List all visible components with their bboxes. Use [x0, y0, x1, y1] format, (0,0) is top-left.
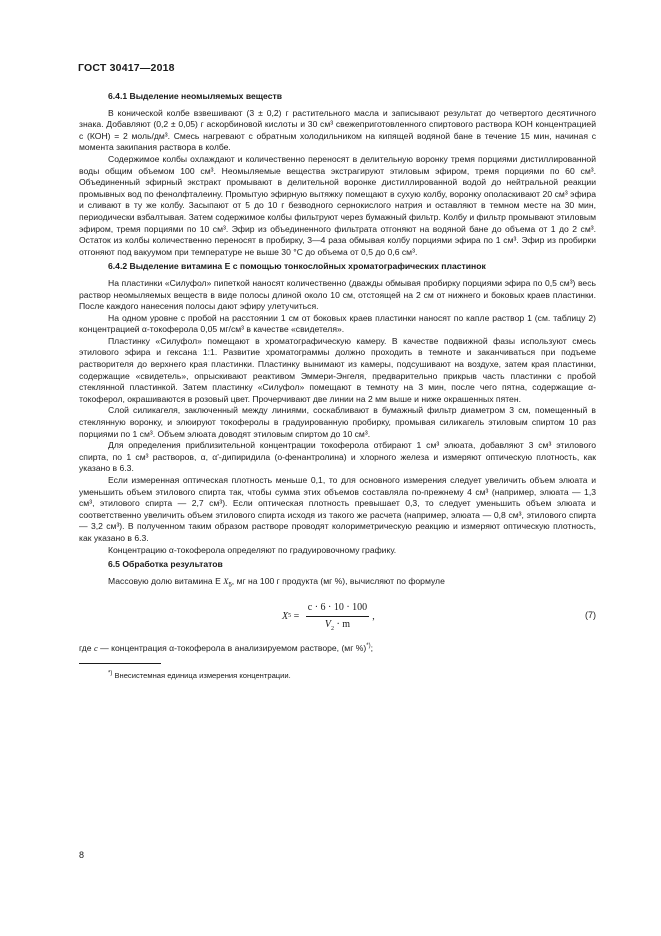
paragraph: Содержимое колбы охлаждают и количественно переносят в делительную воронку тремя порциями дистиллированной воды общим объемом 100 см³. Неомыляемые вещества экстрагируют этиловым эфиром, тремя порциями по 60 см³. Объединенный эфирный экстракт промывают в делительной воронке дистиллированной водой до нейтральной реакции промывных вод по фенолфталеину. Промытую эфирную вытяжку помещают в сухую колбу, воронку ополаскивают 20 см³ эфира и сливают в ту же колбу. Засыпают от 5 до 10 г безводного сернокислого натрия и оставляют в темном месте на 30 мин, периодически взбалтывая. Затем содержимое колбы фильтруют через бумажный фильтр. Колбу и фильтр промывают этиловым эфиром, тремя порциями по 10 см³. Эфир из объединенного фильтрата отгоняют на водяной бане до объема от 1 до 2 см³. Остаток из колбы количественно переносят в пробирку, 3—4 раза обмывая колбу порциями эфира по 1 см³. Эфир из пробирки отгоняют под вакуумом при температуре не выше 30 °С до объема от 0,5 до 0,6 см³. — [79, 153, 596, 257]
paragraph: На пластинки «Силуфол» пипеткой наносят количественно (дважды обмывая пробирку порциями эфира по 0,5 см³) весь раствор неомыляемых веществ в виде полосы длиной около 10 см, отстоящей на 2 см от нижнего и боковых краев пластинки. После каждого нанесения полосы дают эфиру улетучиться. — [79, 277, 596, 312]
paragraph: В конической колбе взвешивают (3 ± 0,2) г растительного масла и записывают результат до четвертого десятичного знака. Добавляют (0,2 ± 0,05) г аскорбиновой кислоты и 30 см³ свежеприготовленного спиртового раствора КОН концентрацией c (КОН) = 2 моль/дм³. Смесь нагревают с обратным холодильником на кипящей водяной бане в течение 15 мин, начиная с момента закипания раствора в колбе. — [79, 107, 596, 153]
section-6-4-2-heading: 6.4.2 Выделение витамина Е с помощью тонкослойных хроматографических пластинок — [108, 261, 486, 272]
paragraph: Для определения приблизительной концентрации токоферола отбирают 1 см³ элюата, добавляют 3 см³ этилового спирта, по 1 см³ растворов, α, α'-дипиридила (о-фенантролина) и хлорного железа и измеряют оптическую плотность, как указано в 6.3. — [79, 440, 596, 474]
section-6-5-heading: 6.5 Обработка результатов — [108, 559, 223, 570]
formula-denominator: $V_2 \cdot m$ — [324, 618, 351, 632]
paragraph: Если измеренная оптическая плотность меньше 0,1, то для основного измерения следует увеличить объем элюата и уменьшить объем этилового спирта так, чтобы сумма этих объемов составляла по-прежнему 4 см³ (например, элюата — 1,3 см³, этилового спирта — 2,7 см³). Если оптическая плотность превышает 0,3, то следует уменьшить объем элюата и соответственно увеличить объем этилового спирта исходя из такого же расчета (например, элюата — 0,8 см³, этилового спирта — 3,2 см³). В полученном таким образом растворе проводят колориметрическую реакцию и измеряют оптическую плотность, как указано в 6.3. — [79, 475, 596, 543]
formula-number: (7) — [585, 610, 596, 621]
paragraph: Пластинку «Силуфол» помещают в хроматографическую камеру. В качестве подвижной фазы используют смесь этилового эфира и гексана 1:1. Развитие хроматограммы должно проходить в темноте и заканчиваться при подъеме растворителя до верхнего края пластинки. Пластинку вынимают из камеры, подсушивают на воздухе, затем края пластинки, содержащие «свидетель», опрыскивают реактивом Эммери-Энгеля, предварительно прикрыв часть пластинки с пробой стеклянной пластинкой. Затем пластинку «Силуфол» помещают в темноту на 3 мин, после чего пятна, содержащие α-токоферол, окрашиваются в розовый цвет. Прочерчивают две линии на 2 мм выше и ниже окрашенных пятен. — [79, 335, 596, 404]
paragraph: На одном уровне с пробой на расстоянии 1 см от боковых краев пластинки наносят по капле раствор 1 (см. таблицу 2) концентрацией α-токоферола 0,05 мг/см³ в качестве «свидетеля». — [79, 312, 596, 335]
page-number: 8 — [79, 850, 85, 860]
formula-7 — [79, 599, 596, 633]
section-6-4-1-heading: 6.4.1 Выделение неомыляемых веществ — [108, 91, 282, 101]
formula-where: где c — концентрация α-токоферола в анализируемом растворе, (мг %)*); — [79, 643, 373, 654]
standard-header: ГОСТ 30417—2018 — [78, 62, 175, 74]
formula-expression: X 5 = $\frac{c \cdot 6 \cdot 10 \cdot 100}{V_2 \cdot m}$ , — [282, 602, 375, 632]
formula-intro: Массовую долю витамина Е $X_5$, мг на 100 г продукта (мг %), вычисляют по формуле — [108, 575, 445, 589]
paragraph: Слой силикагеля, заключенный между линиями, соскабливают в бумажный фильтр диаметром 3 см, помещенный в стеклянную воронку, и элюируют токоферолы в градуированную пробирку, промывая силикагель этиловым спиртом 10 раз порциями по 1 см³. Объем элюата доводят этиловым спиртом до 10 см³. — [79, 405, 596, 439]
formula-fraction — [306, 602, 369, 630]
footnote: *) Внесистемная единица измерения концентрации. — [108, 670, 291, 680]
paragraph: Концентрацию α-токоферола определяют по градуировочному графику. — [108, 544, 397, 555]
footnote-separator — [79, 663, 161, 664]
formula-numerator: c · 6 · 10 · 100 — [306, 602, 369, 617]
page-content — [79, 91, 596, 682]
